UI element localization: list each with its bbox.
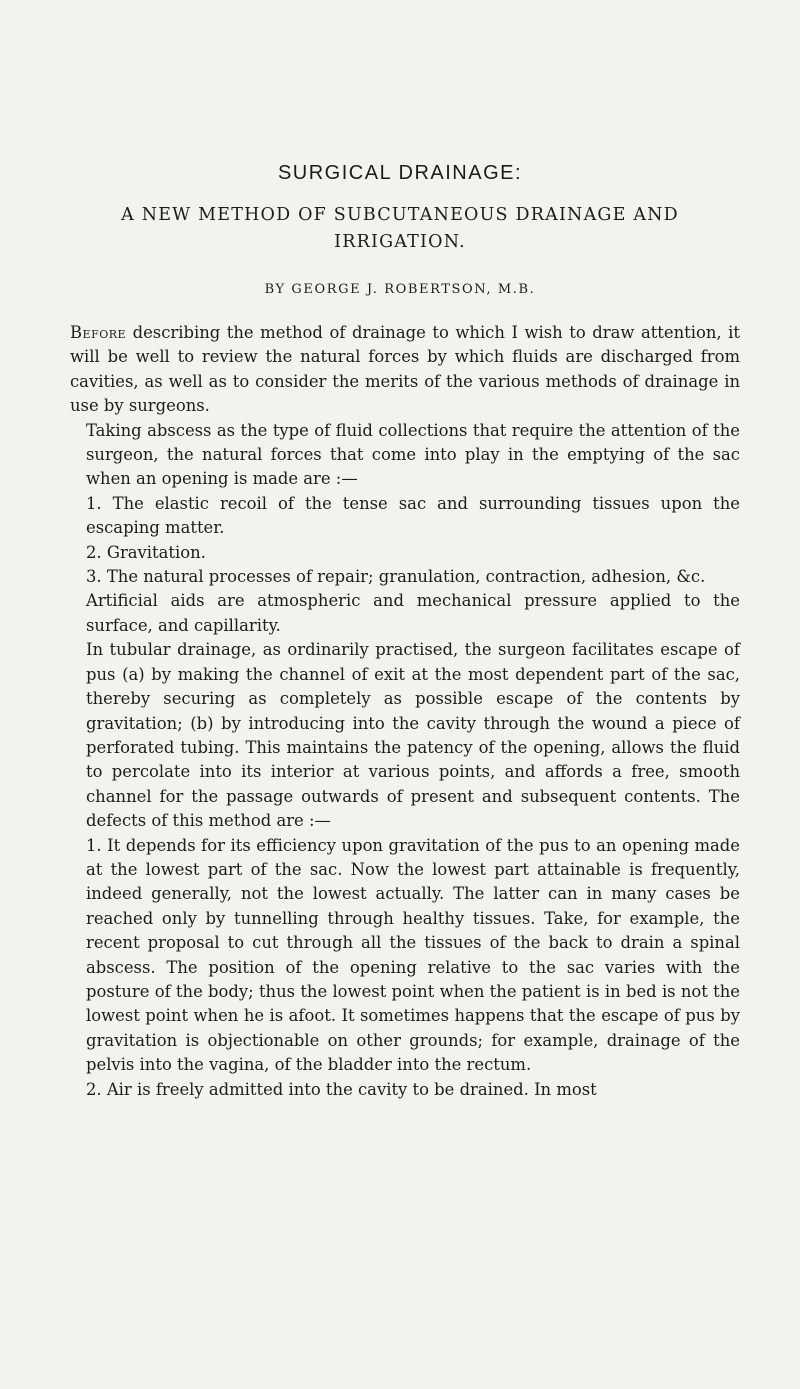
page-subtitle: A NEW METHOD OF SUBCUTANEOUS DRAINAGE AND IRRIGATION.	[121, 205, 679, 252]
paragraph-lead: Before	[70, 323, 127, 342]
paragraph: Artificial aids are atmospheric and mechanical pressure applied to the surface, and capillarity.	[86, 591, 740, 635]
body-text	[70, 321, 740, 1102]
paragraph: In tubular drainage, as ordinarily practised, the surgeon facilitates escape of pus (a) by making the channel of exit at the most dependent part of the sac, thereby securing as completely as possible escape of the contents by gravitation; (b) by introducing into the cavity through the wound a piece of perforated tubing. This maintains the patency of the opening, allows the fluid to percolate into its interior at various points, and affords a free, smooth channel for the passage outwards of present and subsequent contents. The defects of this method are :—	[86, 640, 740, 831]
page-title: SURGICAL DRAINAGE:	[277, 162, 523, 184]
list-item: 1. The elastic recoil of the tense sac and surrounding tissues upon the escaping matter.	[86, 493, 740, 538]
list-item: 1. It depends for its efficiency upon gravitation of the pus to an opening made at the lowest part of the sac. Now the lowest part attainable is frequently, indeed generally, not the lowest actually. The latter can in many cases be reached only by tunnelling through healthy tissues. Take, for example, the recent proposal to cut through all the tissues of the back to drain a spinal abscess. The position of the opening relative to the sac varies with the posture of the body; thus the lowest point when the patient is in bed is not the lowest point when he is afoot. It sometimes happens that the escape of pus by gravitation is objectionable on other grounds; for example, drainage of the pelvis into the vagina, of the bladder into the rectum.	[86, 835, 740, 1075]
author-byline: BY GEORGE J. ROBERTSON, M.B.	[264, 282, 536, 297]
paragraph: Taking abscess as the type of fluid collections that require the attention of the surgeon, the natural forces that come into play in the emptying of the sac when an opening is made are :—	[86, 420, 740, 489]
list-item: 3. The natural processes of repair; granulation, contraction, adhesion, &c.	[86, 567, 706, 587]
paragraph-text: describing the method of drainage to which I wish to draw attention, it will be well to review the natural forces by which fluids are discharged from cavities, as well as to consider the merits of the various methods of drainage in use by surgeons.	[70, 323, 740, 416]
list-item: 2. Air is freely admitted into the cavity to be drained. In most	[86, 1079, 597, 1099]
paragraph	[70, 321, 740, 419]
list-item: 2. Gravitation.	[86, 542, 206, 562]
